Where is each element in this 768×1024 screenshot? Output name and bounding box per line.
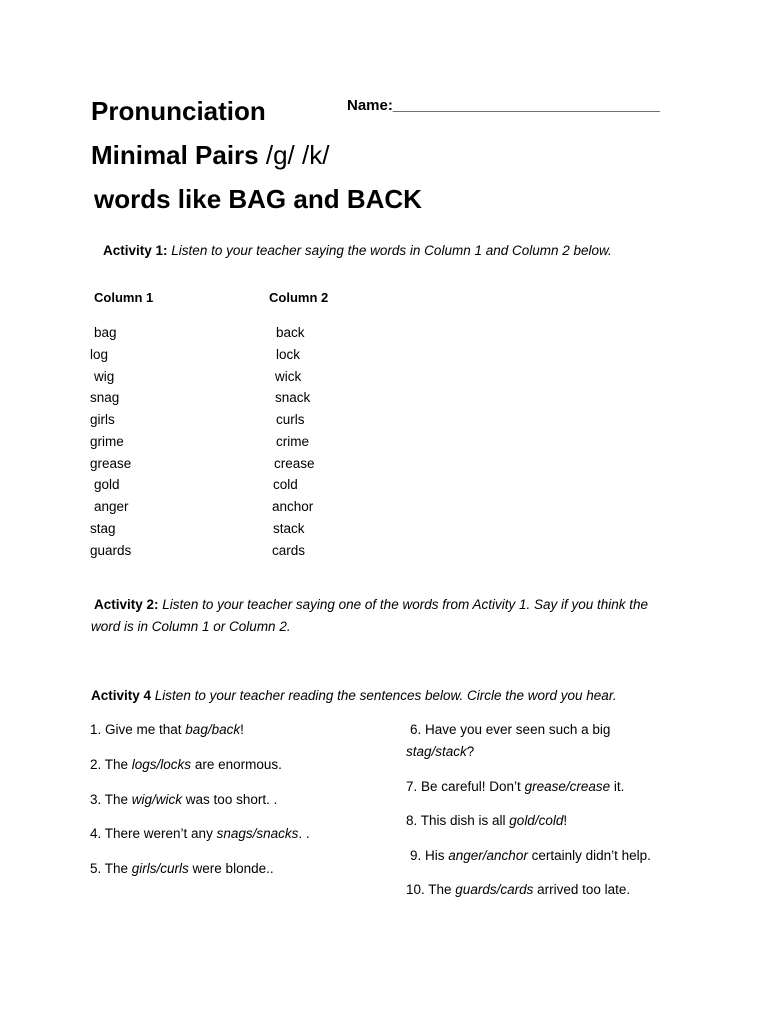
sentence-item: 1. Give me that bag/back! [90,722,244,737]
col2-word: cold [273,477,298,492]
activity-2-instruction-2: word is in Column 1 or Column 2. [91,619,291,634]
sentence-item-continued: stag/stack? [406,744,475,759]
activity-2-line-1 [94,597,648,612]
col2-word: crime [276,434,309,449]
sentence-item: 7. Be careful! Don’t grease/crease it. [406,779,625,794]
col2-word: snack [275,390,311,405]
activity-2-label: Activity 2: [94,597,159,612]
title-line-1: Pronunciation [91,96,266,126]
sentence-item: 8. This dish is all gold/cold! [406,813,568,828]
col1-word: bag [94,325,117,340]
col1-word: anger [94,499,129,514]
activity-4-label: Activity 4 [91,688,152,703]
sentence-item: 10. The guards/cards arrived too late. [406,882,631,897]
col1-word: guards [90,543,132,558]
column-1-header: Column 1 [94,290,154,305]
activity-1 [103,243,612,258]
col1-word: log [90,347,109,362]
column-2-header: Column 2 [269,290,329,305]
col1-word: snag [90,390,120,405]
col2-word: curls [276,412,305,427]
col1-word: grime [90,434,124,449]
col2-word: wick [275,369,302,384]
col2-word: lock [276,347,301,362]
title-sounds: /g/ /k/ [265,140,330,170]
col2-word: stack [273,521,305,536]
col1-word: wig [94,369,115,384]
title-minimal-pairs: Minimal Pairs [91,140,266,170]
col1-word: girls [90,412,115,427]
sentence-item: 4. There weren’t any snags/snacks. . [90,826,310,841]
sentence-item: 6. Have you ever seen such a big [410,722,611,737]
title-line-2 [91,140,329,171]
col2-word: crease [274,456,315,471]
col1-word: gold [94,477,120,492]
sentence-item: 3. The wig/wick was too short. . [90,792,278,807]
title-line-3: words like BAG and BACK [94,184,422,214]
activity-2-instruction-1: Listen to your teacher saying one of the words from Activity 1. Say if you think the [162,597,649,612]
col1-word: grease [90,456,132,471]
activity-4-instruction: Listen to your teacher reading the sentences below. Circle the word you hear. [154,688,617,703]
col2-word: cards [272,543,306,558]
sentence-item: 9. His anger/anchor certainly didn’t help. [410,848,651,863]
col2-word: back [276,325,305,340]
activity-4 [91,688,617,703]
sentence-item: 2. The logs/locks are enormous. [90,757,282,772]
activity-1-instruction: Listen to your teacher saying the words in Column 1 and Column 2 below. [171,243,612,258]
col1-word: stag [90,521,116,536]
sentence-item: 5. The girls/curls were blonde.. [90,861,274,876]
col2-word: anchor [272,499,314,514]
activity-1-label: Activity 1: [103,243,168,258]
name-field-label: Name:________________________________ [347,97,660,114]
